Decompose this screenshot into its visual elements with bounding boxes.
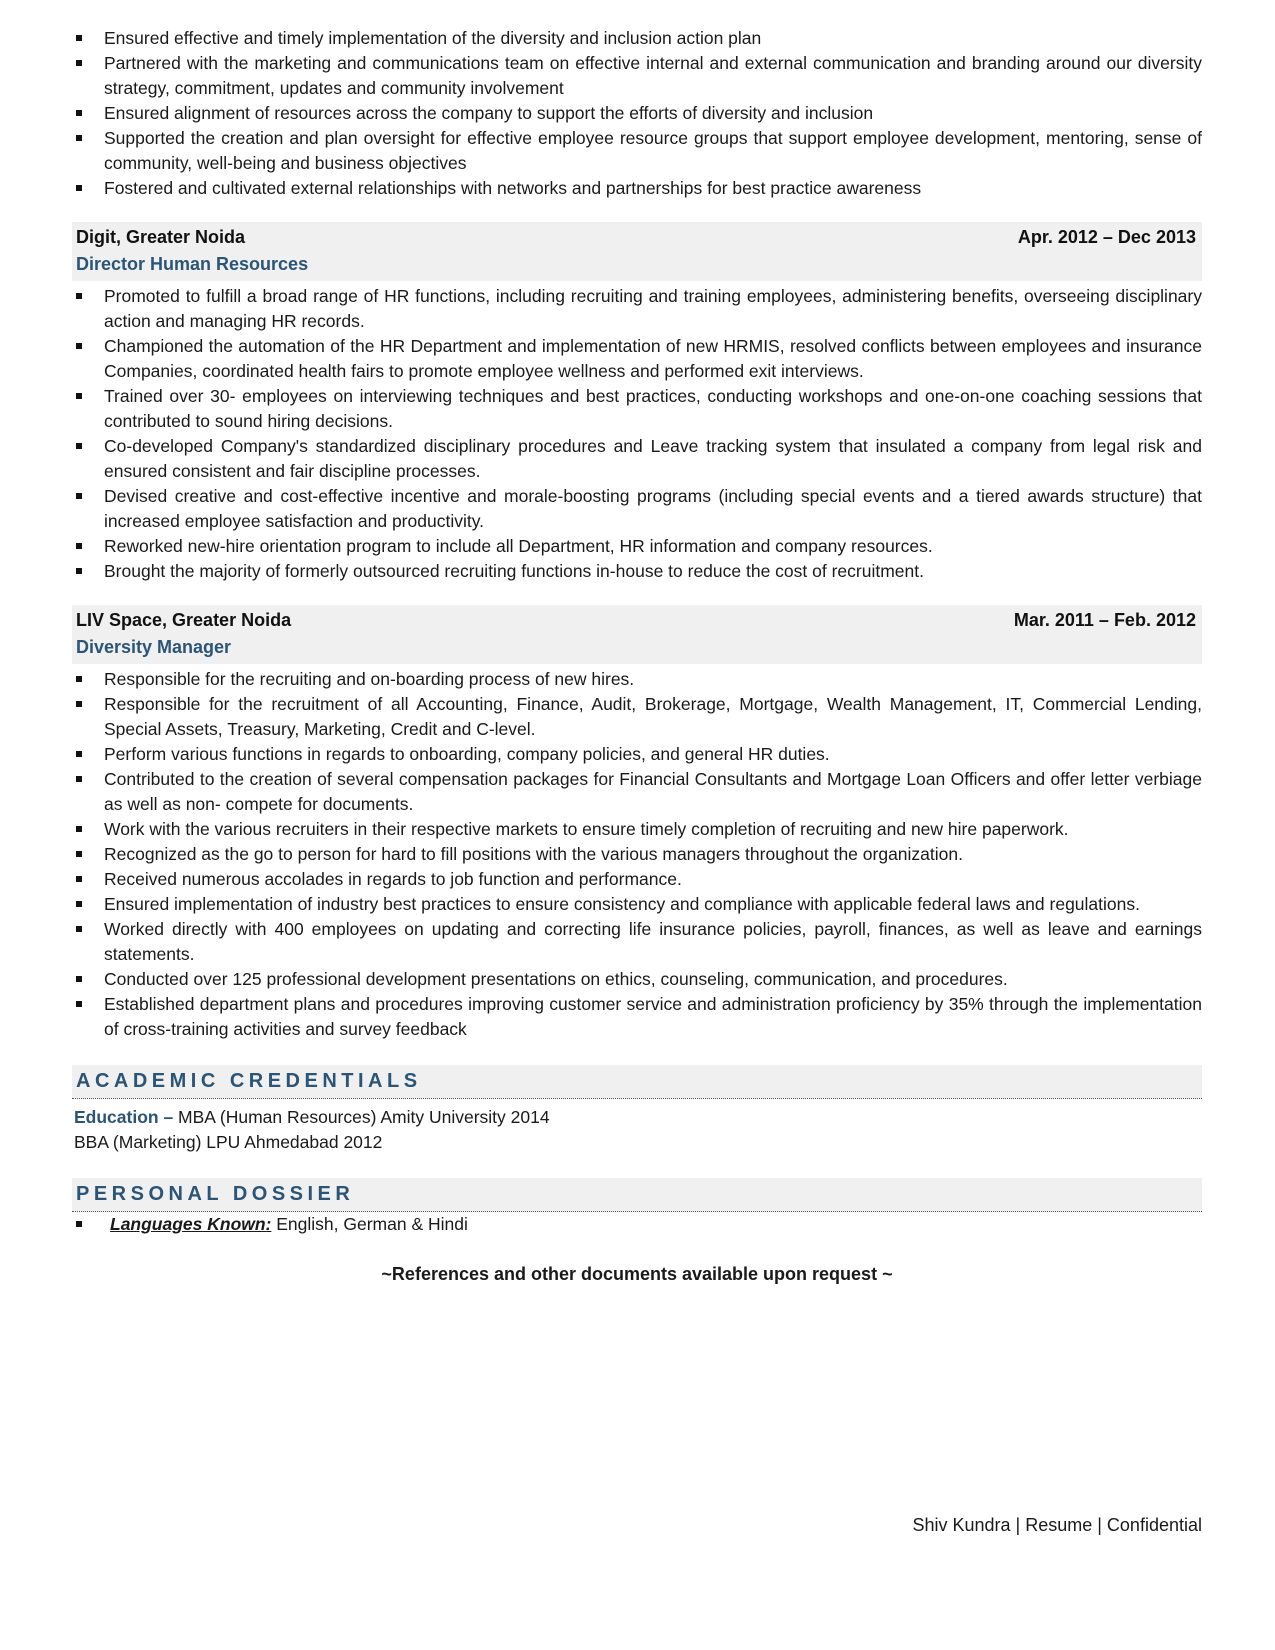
list-item: Work with the various recruiters in their respective markets to ensure timely completion of recruiting and new hire paperwork.: [72, 817, 1202, 842]
company-name: Digit, Greater Noida: [76, 227, 246, 247]
languages-value: English, German & Hindi: [271, 1214, 468, 1234]
job-dates: Apr. 2012 – Dec 2013: [1017, 227, 1196, 247]
section-heading-academic: ACADEMIC CREDENTIALS: [72, 1065, 1202, 1099]
job-dates: Mar. 2011 – Feb. 2012: [1013, 610, 1196, 630]
job-title: Diversity Manager: [76, 637, 232, 657]
list-item: Responsible for the recruiting and on-boarding process of new hires.: [72, 667, 1202, 692]
job-bullet-list-digit: [72, 284, 1202, 584]
list-item: Contributed to the creation of several compensation packages for Financial Consultants and Mortgage Loan Officers and offer letter verbiage as well as non- compete for documents.: [72, 767, 1202, 817]
company-name: LIV Space, Greater Noida: [76, 610, 292, 630]
page-footer: Shiv Kundra | Resume | Confidential: [912, 1515, 1202, 1535]
references-note: ~References and other documents available upon request ~: [381, 1264, 893, 1284]
top-bullet-list: [72, 26, 1202, 201]
list-item: Championed the automation of the HR Department and implementation of new HRMIS, resolved conflicts between employees and insurance Companies, coordinated health fairs to promote employee wellness and performed exit interviews.: [72, 334, 1202, 384]
job-title: Director Human Resources: [76, 254, 309, 274]
list-item: Worked directly with 400 employees on updating and correcting life insurance policies, payroll, finances, as well as leave and earnings statements.: [72, 917, 1202, 967]
list-item: Responsible for the recruitment of all Accounting, Finance, Audit, Brokerage, Mortgage, Wealth Management, IT, Commercial Lending, Special Assets, Treasury, Marketing, Credit and C-level.: [72, 692, 1202, 742]
list-item: Trained over 30- employees on interviewing techniques and best practices, conducting workshops and one-on-one coaching sessions that contributed to sound hiring decisions.: [72, 384, 1202, 434]
list-item: Perform various functions in regards to onboarding, company policies, and general HR duties.: [72, 742, 1202, 767]
list-item: Received numerous accolades in regards to job function and performance.: [72, 867, 1202, 892]
list-item: Supported the creation and plan oversight for effective employee resource groups that support employee development, mentoring, sense of community, well-being and business objectives: [72, 126, 1202, 176]
list-item: Devised creative and cost-effective incentive and morale-boosting programs (including special events and a tiered awards structure) that increased employee satisfaction and productivity.: [72, 484, 1202, 534]
list-item: Ensured effective and timely implementation of the diversity and inclusion action plan: [72, 26, 1202, 51]
list-item: Brought the majority of formerly outsourced recruiting functions in-house to reduce the cost of recruitment.: [72, 559, 1202, 584]
education-line: BBA (Marketing) LPU Ahmedabad 2012: [74, 1132, 383, 1152]
personal-list: [72, 1212, 1202, 1237]
list-item: Conducted over 125 professional development presentations on ethics, counseling, communication, and procedures.: [72, 967, 1202, 992]
resume-page: [72, 26, 1202, 1287]
list-item: Established department plans and procedures improving customer service and administration proficiency by 35% through the implementation of cross-training activities and survey feedback: [72, 992, 1202, 1042]
list-item: Promoted to fulfill a broad range of HR functions, including recruiting and training employees, administering benefits, overseeing disciplinary action and managing HR records.: [72, 284, 1202, 334]
section-heading-personal: PERSONAL DOSSIER: [72, 1178, 1202, 1212]
languages-label: Languages Known:: [110, 1214, 272, 1234]
list-item: Co-developed Company's standardized disciplinary procedures and Leave tracking system that insulated a company from legal risk and ensured consistent and fair discipline processes.: [72, 434, 1202, 484]
list-item: Partnered with the marketing and communications team on effective internal and external communication and branding around our diversity strategy, commitment, updates and community involvement: [72, 51, 1202, 101]
education-block: [72, 1105, 1202, 1155]
job-header-digit: [72, 222, 1202, 281]
job-bullet-list-liv-space: [72, 667, 1202, 1042]
list-item: Reworked new-hire orientation program to include all Department, HR information and company resources.: [72, 534, 1202, 559]
list-item: [72, 1212, 1202, 1237]
job-header-liv-space: [72, 605, 1202, 664]
list-item: Ensured alignment of resources across the company to support the efforts of diversity and inclusion: [72, 101, 1202, 126]
education-label: Education –: [74, 1107, 174, 1127]
list-item: Fostered and cultivated external relationships with networks and partnerships for best practice awareness: [72, 176, 1202, 201]
education-line: MBA (Human Resources) Amity University 2014: [173, 1107, 550, 1127]
list-item: Recognized as the go to person for hard to fill positions with the various managers throughout the organization.: [72, 842, 1202, 867]
list-item: Ensured implementation of industry best practices to ensure consistency and compliance with applicable federal laws and regulations.: [72, 892, 1202, 917]
